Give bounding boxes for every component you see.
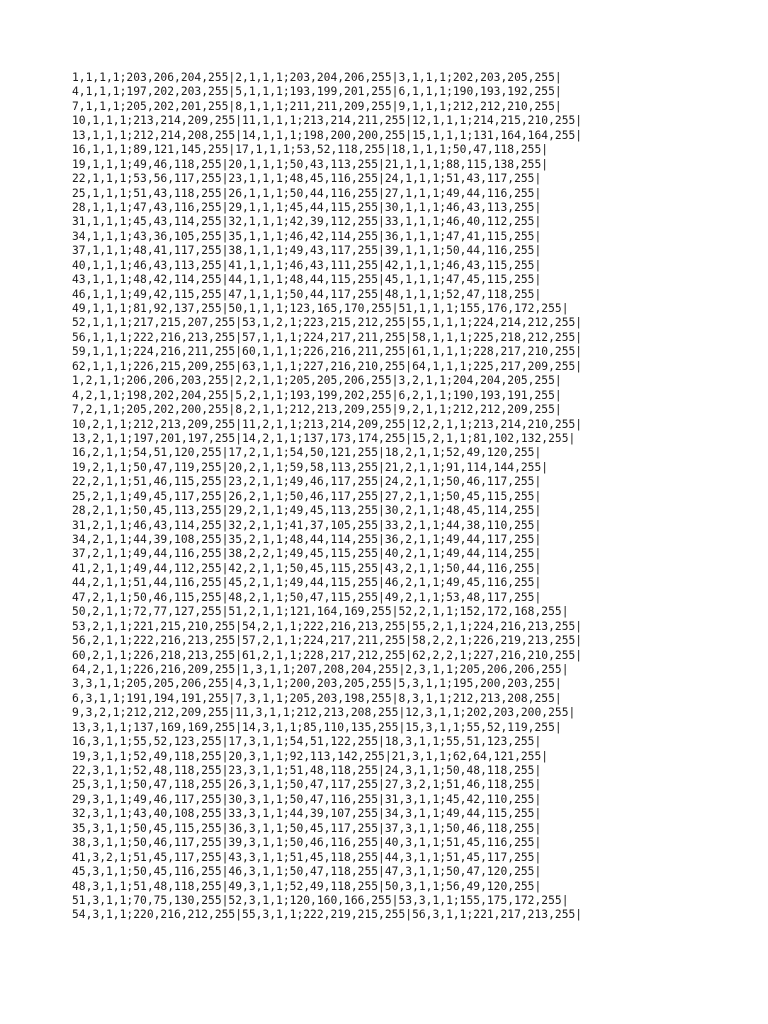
text-line: 54,3,1,1;220,216,212,255|55,3,1,1;222,219,215,255|56,3,1,1;221,217,213,255| (72, 908, 583, 922)
text-line: 34,1,1,1;43,36,105,255|35,1,1,1;46,42,114,255|36,1,1,1;47,41,115,255| (72, 229, 542, 243)
text-line: 7,2,1,1;205,202,200,255|8,2,1,1;212,213,209,255|9,2,1,1;212,212,209,255| (72, 403, 562, 417)
text-line: 19,2,1,1;50,47,119,255|20,2,1,1;59,58,113,255|21,2,1,1;91,114,144,255| (72, 460, 549, 474)
text-line: 51,3,1,1;70,75,130,255|52,3,1,1;120,160,166,255|53,3,1,1;155,175,172,255| (72, 893, 569, 907)
text-line: 19,3,1,1;52,49,118,255|20,3,1,1;92,113,142,255|21,3,1,1;62,64,121,255| (72, 749, 549, 763)
text-line: 37,2,1,1;49,44,116,255|38,2,2,1;49,45,115,255|40,2,1,1;49,44,114,255| (72, 547, 542, 561)
text-line: 62,1,1,1;226,215,209,255|63,1,1,1;227,216,210,255|64,1,1,1;225,217,209,255| (72, 359, 583, 373)
text-line: 44,2,1,1;51,44,116,255|45,2,1,1;49,44,115,255|46,2,1,1;49,45,116,255| (72, 576, 542, 590)
text-line: 16,2,1,1;54,51,120,255|17,2,1,1;54,50,121,255|18,2,1,1;52,49,120,255| (72, 446, 542, 460)
text-line: 45,3,1,1;50,45,116,255|46,3,1,1;50,47,118,255|47,3,1,1;50,47,120,255| (72, 865, 542, 879)
text-line: 43,1,1,1;48,42,114,255|44,1,1,1;48,44,115,255|45,1,1,1;47,45,115,255| (72, 273, 542, 287)
text-line: 25,3,1,1;50,47,118,255|26,3,1,1;50,47,117,255|27,3,2,1;51,46,118,255| (72, 778, 542, 792)
text-line: 22,1,1,1;53,56,117,255|23,1,1,1;48,45,116,255|24,1,1,1;51,43,117,255| (72, 172, 542, 186)
text-line: 37,1,1,1;48,41,117,255|38,1,1,1;49,43,117,255|39,1,1,1;50,44,116,255| (72, 244, 542, 258)
text-line: 53,2,1,1;221,215,210,255|54,2,1,1;222,216,213,255|55,2,1,1;224,216,213,255| (72, 619, 583, 633)
text-line: 16,3,1,1;55,52,123,255|17,3,1,1;54,51,122,255|18,3,1,1;55,51,123,255| (72, 735, 542, 749)
text-line: 9,3,2,1;212,212,209,255|11,3,1,1;212,213,208,255|12,3,1,1;202,203,200,255| (72, 706, 576, 720)
text-line: 1,2,1,1;206,206,203,255|2,2,1,1;205,205,206,255|3,2,1,1;204,204,205,255| (72, 374, 562, 388)
text-line: 7,1,1,1;205,202,201,255|8,1,1,1;211,211,209,255|9,1,1,1;212,212,210,255| (72, 99, 562, 113)
text-line: 4,1,1,1;197,202,203,255|5,1,1,1;193,199,201,255|6,1,1,1;190,193,192,255| (72, 85, 562, 99)
text-line: 48,3,1,1;51,48,118,255|49,3,1,1;52,49,118,255|50,3,1,1;56,49,120,255| (72, 879, 542, 893)
text-line: 35,3,1,1;50,45,115,255|36,3,1,1;50,45,117,255|37,3,1,1;50,46,118,255| (72, 821, 542, 835)
text-line: 31,1,1,1;45,43,114,255|32,1,1,1;42,39,112,255|33,1,1,1;46,40,112,255| (72, 215, 542, 229)
text-line: 52,1,1,1;217,215,207,255|53,1,2,1;223,215,212,255|55,1,1,1;224,214,212,255| (72, 316, 583, 330)
text-line: 56,1,1,1;222,216,213,255|57,1,1,1;224,217,211,255|58,1,1,1;225,218,212,255| (72, 330, 583, 344)
text-line: 22,2,1,1;51,46,115,255|23,2,1,1;49,46,117,255|24,2,1,1;50,46,117,255| (72, 475, 542, 489)
text-line: 25,1,1,1;51,43,118,255|26,1,1,1;50,44,116,255|27,1,1,1;49,44,116,255| (72, 186, 542, 200)
text-line: 28,1,1,1;47,43,116,255|29,1,1,1;45,44,115,255|30,1,1,1;46,43,113,255| (72, 200, 542, 214)
text-line: 47,2,1,1;50,46,115,255|48,2,1,1;50,47,115,255|49,2,1,1;53,48,117,255| (72, 590, 542, 604)
text-line: 60,2,1,1;226,218,213,255|61,2,1,1;228,217,212,255|62,2,2,1;227,216,210,255| (72, 648, 583, 662)
text-line: 49,1,1,1;81,92,137,255|50,1,1,1;123,165,170,255|51,1,1,1;155,176,172,255| (72, 302, 569, 315)
text-line: 59,1,1,1;224,216,211,255|60,1,1,1;226,216,211,255|61,1,1,1;228,217,210,255| (72, 345, 583, 359)
text-line: 19,1,1,1;49,46,118,255|20,1,1,1;50,43,113,255|21,1,1,1;88,115,138,255| (72, 157, 549, 171)
text-line: 28,2,1,1;50,45,113,255|29,2,1,1;49,45,113,255|30,2,1,1;48,45,114,255| (72, 504, 542, 518)
text-line: 1,1,1,1;203,206,204,255|2,1,1,1;203,204,206,255|3,1,1,1;202,203,205,255| (72, 71, 562, 84)
text-line: 13,2,1,1;197,201,197,255|14,2,1,1;137,173,174,255|15,2,1,1;81,102,132,255| (72, 431, 576, 445)
text-line: 38,3,1,1;50,46,117,255|39,3,1,1;50,46,116,255|40,3,1,1;51,45,116,255| (72, 836, 542, 850)
text-line: 13,3,1,1;137,169,169,255|14,3,1,1;85,110,135,255|15,3,1,1;55,52,119,255| (72, 720, 562, 734)
text-line: 64,2,1,1;226,216,209,255|1,3,1,1;207,208,204,255|2,3,1,1;205,206,206,255| (72, 662, 569, 676)
text-line: 32,3,1,1;43,40,108,255|33,3,1,1;44,39,107,255|34,3,1,1;49,44,115,255| (72, 807, 542, 821)
text-line: 41,2,1,1;49,44,112,255|42,2,1,1;50,45,115,255|43,2,1,1;50,44,116,255| (72, 561, 542, 575)
text-line: 13,1,1,1;212,214,208,255|14,1,1,1;198,200,200,255|15,1,1,1;131,164,164,255| (72, 128, 583, 142)
data-text-block (72, 71, 582, 923)
text-line: 56,2,1,1;222,216,213,255|57,2,1,1;224,217,211,255|58,2,2,1;226,219,213,255| (72, 634, 583, 648)
text-line: 6,3,1,1;191,194,191,255|7,3,1,1;205,203,198,255|8,3,1,1;212,213,208,255| (72, 691, 562, 705)
text-line: 41,3,2,1;51,45,117,255|43,3,1,1;51,45,118,255|44,3,1,1;51,45,117,255| (72, 850, 542, 864)
text-line: 25,2,1,1;49,45,117,255|26,2,1,1;50,46,117,255|27,2,1,1;50,45,115,255| (72, 489, 542, 503)
text-line: 4,2,1,1;198,202,204,255|5,2,1,1;193,199,202,255|6,2,1,1;190,193,191,255| (72, 388, 562, 402)
text-line: 34,2,1,1;44,39,108,255|35,2,1,1;48,44,114,255|36,2,1,1;49,44,117,255| (72, 533, 542, 546)
text-line: 50,2,1,1;72,77,127,255|51,2,1,1;121,164,169,255|52,2,1,1;152,172,168,255| (72, 605, 569, 619)
text-line: 22,3,1,1;52,48,118,255|23,3,1,1;51,48,118,255|24,3,1,1;50,48,118,255| (72, 764, 542, 777)
text-line: 29,3,1,1;49,46,117,255|30,3,1,1;50,47,116,255|31,3,1,1;45,42,110,255| (72, 792, 542, 806)
text-line: 10,1,1,1;213,214,209,255|11,1,1,1;213,214,211,255|12,1,1,1;214,215,210,255| (72, 114, 583, 128)
text-line: 10,2,1,1;212,213,209,255|11,2,1,1;213,214,209,255|12,2,1,1;213,214,210,255| (72, 417, 583, 431)
text-line: 40,1,1,1;46,43,113,255|41,1,1,1;46,43,111,255|42,1,1,1;46,43,115,255| (72, 258, 542, 272)
text-line: 16,1,1,1;89,121,145,255|17,1,1,1;53,52,118,255|18,1,1,1;50,47,118,255| (72, 143, 549, 157)
text-line: 31,2,1,1;46,43,114,255|32,2,1,1;41,37,105,255|33,2,1,1;44,38,110,255| (72, 518, 542, 532)
text-line: 46,1,1,1;49,42,115,255|47,1,1,1;50,44,117,255|48,1,1,1;52,47,118,255| (72, 287, 542, 301)
text-line: 3,3,1,1;205,205,206,255|4,3,1,1;200,203,205,255|5,3,1,1;195,200,203,255| (72, 677, 562, 691)
